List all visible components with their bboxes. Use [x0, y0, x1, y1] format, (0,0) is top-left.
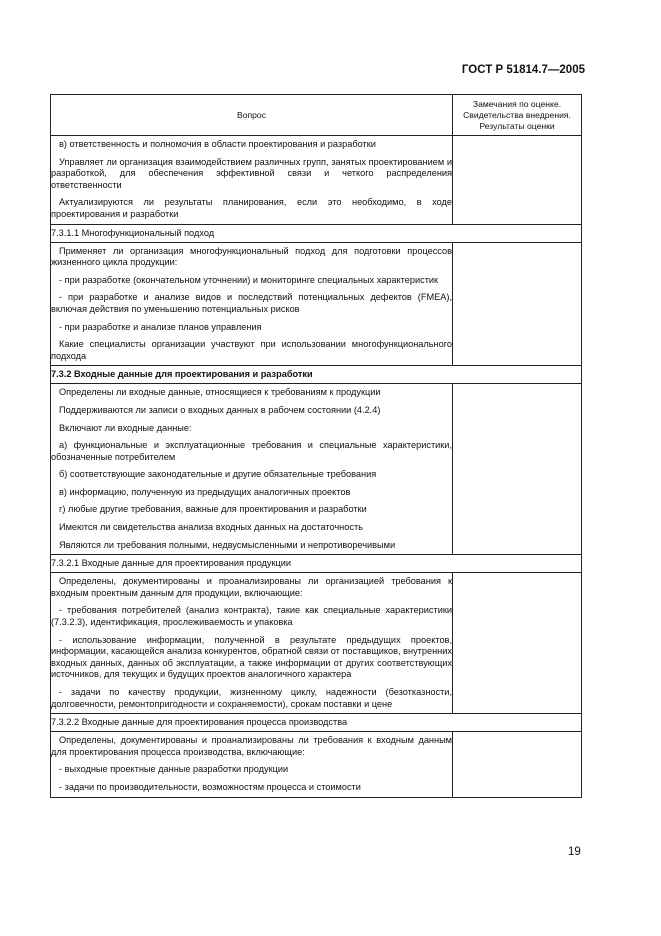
question-cell [51, 732, 453, 797]
question-cell [51, 242, 453, 366]
question-item: Определены ли входные данные, относящиеся к требованиям к продукции [59, 387, 381, 398]
question-item: Имеются ли свидетельства анализа входных данных на достаточность [59, 522, 363, 533]
section-row [51, 224, 582, 242]
question-item: а) функциональные и эксплуатационные требования и специальные характеристики, обозначенные потребителем [51, 440, 452, 462]
remarks-cell[interactable] [453, 384, 582, 555]
question-cell [51, 384, 453, 555]
section-row [51, 555, 582, 573]
question-item: в) ответственность и полномочия в области проектирования и разработки [59, 139, 376, 149]
question-item: Включают ли входные данные: [59, 422, 192, 433]
question-item: - выходные проектные данные разработки продукции [59, 764, 289, 775]
question-item: - требования потребителей (анализ контракта), такие как специальные характеристики (7.3.2.3), идентификация, прослеживаемость и упаковка [51, 605, 452, 628]
question-item: - при разработке и анализе видов и последствий потенциальных дефектов (FMEA), включая действия по уменьшению потенциальных рисков [51, 292, 452, 314]
question-item: Определены, документированы и проанализированы ли организацией требования к входным проектным данным для продукции, включающие: [51, 576, 452, 598]
table-row [51, 573, 582, 714]
table-row [51, 732, 582, 797]
section-title: 7.3.1.1 Многофункциональный подход [51, 227, 215, 238]
audit-checklist-table [50, 94, 582, 798]
question-item: - задачи по производительности, возможностям процесса и стоимости [59, 781, 361, 792]
column-header-question: Вопрос [51, 95, 453, 136]
question-item: - при разработке (окончательном уточнении) и мониторинге специальных характеристик [59, 274, 439, 285]
question-item: - использование информации, полученной в результате предыдущих проектов, информации, касающейся анализа конкурентов, обратной связи от поставщиков, внутренних входных данных, данных об эксплуатации, а также информации от других соответствующих источников, для текущих и будущих проектов аналогичного характера [51, 634, 452, 680]
remarks-cell[interactable] [453, 732, 582, 797]
table-row [51, 242, 582, 366]
question-item: Поддерживаются ли записи о входных данных в рабочем состоянии (4.2.4) [59, 404, 381, 415]
question-item: Какие специалисты организации участвуют при использовании многофункционального подхода [51, 339, 452, 361]
remarks-cell[interactable] [453, 242, 582, 366]
question-cell [51, 573, 453, 714]
section-title: 7.3.2.1 Входные данные для проектирования продукции [51, 558, 292, 569]
section-title: 7.3.2.2 Входные данные для проектирования процесса производства [51, 717, 348, 728]
section-cell [51, 714, 582, 732]
section-row [51, 714, 582, 732]
column-header-remarks: Замечания по оценке. Свидетельства внедрения. Результаты оценки [453, 95, 582, 136]
remarks-cell[interactable] [453, 573, 582, 714]
section-cell [51, 224, 582, 242]
section-title: 7.3.2 Входные данные для проектирования и разработки [51, 369, 313, 380]
document-id: ГОСТ Р 51814.7—2005 [461, 64, 585, 76]
question-item: Являются ли требования полными, недвусмысленными и непротиворечивыми [59, 539, 396, 550]
question-item: Актуализируются ли результаты планирования, если это необходимо, в ходе проектирования и разработки [51, 197, 452, 219]
table-header-row [51, 95, 582, 136]
section-cell [51, 366, 582, 384]
question-cell [51, 136, 453, 225]
question-item: в) информацию, полученную из предыдущих аналогичных проектов [59, 486, 351, 497]
question-item: б) соответствующие законодательные и другие обязательные требования [59, 469, 377, 480]
table-row [51, 136, 582, 225]
question-item: - при разработке и анализе планов управления [59, 321, 262, 332]
section-row [51, 366, 582, 384]
question-item: г) любые другие требования, важные для проектирования и разработки [59, 504, 367, 515]
remarks-cell[interactable] [453, 136, 582, 225]
question-item: - задачи по качеству продукции, жизненному циклу, надежности (безотказности, долговечности, ремонтопригодности и сохраняемости), срокам поставки и цене [51, 687, 452, 709]
table-row [51, 384, 582, 555]
question-item: Определены, документированы и проанализированы ли требования к входным данным для проектирования процесса производства, включающие: [51, 735, 452, 757]
question-item: Применяет ли организация многофункциональный подход для подготовки процессов жизненного цикла продукции: [51, 245, 452, 268]
question-item: Управляет ли организация взаимодействием различных групп, занятых проектированием и разработкой, для обеспечения эффективной связи и четкого распределения ответственности [51, 156, 452, 190]
section-cell [51, 555, 582, 573]
page-number: 19 [568, 846, 581, 858]
